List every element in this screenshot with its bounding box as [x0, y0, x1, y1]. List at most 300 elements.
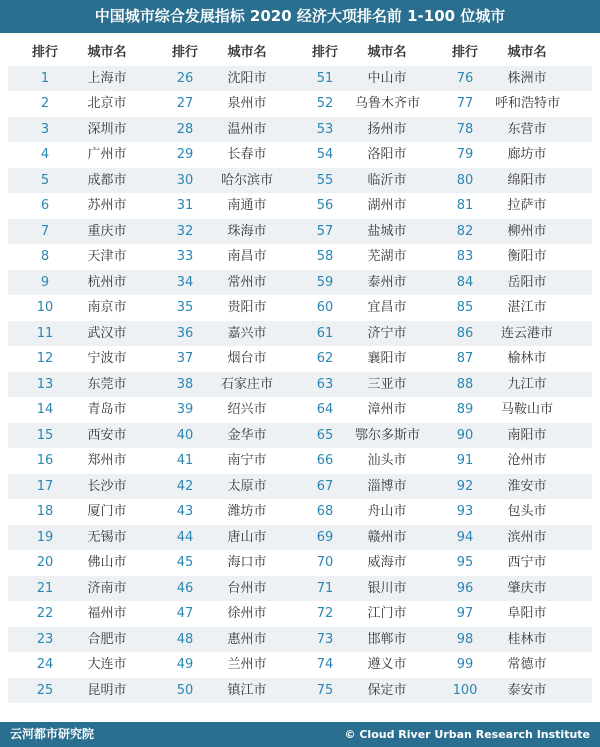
- ranking-entry: [155, 474, 295, 500]
- city-name: 厦门市: [87, 504, 127, 519]
- rank-number: 56: [316, 198, 334, 213]
- rank-number: 24: [36, 657, 54, 672]
- ranking-entry: [155, 321, 295, 347]
- city-name: 桂林市: [507, 631, 547, 647]
- ranking-entry: [435, 627, 575, 653]
- ranking-entry: [15, 652, 155, 678]
- city-name: 湖州市: [367, 198, 407, 213]
- table-row: [8, 91, 592, 117]
- footer: [0, 722, 600, 747]
- city-name: 嘉兴市: [227, 325, 267, 341]
- table-row: [8, 244, 592, 270]
- city-name: 衡阳市: [507, 249, 547, 264]
- ranking-entry: [295, 678, 435, 704]
- rank-number: 98: [456, 631, 474, 647]
- city-name: 临沂市: [367, 172, 407, 188]
- ranking-entry: [295, 295, 435, 321]
- ranking-entry: [295, 525, 435, 551]
- city-name: 九江市: [507, 376, 547, 392]
- table-row: [8, 576, 592, 602]
- city-name: 天津市: [87, 249, 127, 264]
- ranking-entry: [15, 270, 155, 296]
- rank-number: 78: [456, 121, 474, 137]
- ranking-entry: [295, 66, 435, 92]
- city-name: 鄂尔多斯市: [355, 427, 421, 443]
- ranking-entry: [155, 346, 295, 372]
- ranking-entry: [435, 270, 575, 296]
- city-name: 徐州市: [227, 606, 267, 621]
- rank-number: 3: [40, 121, 50, 137]
- ranking-entry: [435, 372, 575, 398]
- city-name: 昆明市: [87, 682, 127, 698]
- ranking-entry: [155, 66, 295, 92]
- ranking-entry: [155, 117, 295, 143]
- rank-number: 75: [316, 682, 334, 698]
- ranking-entry: [155, 193, 295, 219]
- rank-number: 45: [176, 555, 194, 570]
- rank-number: 41: [176, 453, 194, 468]
- header-group: [435, 40, 575, 66]
- city-name: 马鞍山市: [500, 402, 553, 417]
- ranking-entry: [155, 295, 295, 321]
- ranking-entry: [15, 193, 155, 219]
- ranking-entry: [435, 652, 575, 678]
- ranking-entry: [295, 652, 435, 678]
- city-name: 福州市: [87, 606, 127, 621]
- table-row: [8, 601, 592, 627]
- rank-number: 72: [316, 606, 334, 621]
- table-row: [8, 678, 592, 704]
- table-row: [8, 295, 592, 321]
- ranking-entry: [295, 550, 435, 576]
- ranking-entry: [15, 499, 155, 525]
- city-name: 唐山市: [227, 529, 267, 545]
- city-name: 宁波市: [87, 351, 127, 366]
- rank-number: 95: [456, 555, 474, 570]
- rank-number: 81: [456, 198, 474, 213]
- table-row: [8, 321, 592, 347]
- city-name: 银川市: [367, 580, 407, 596]
- city-name: 绵阳市: [507, 172, 547, 188]
- ranking-entry: [435, 295, 575, 321]
- table-row: [8, 142, 592, 168]
- rank-number: 92: [456, 478, 474, 494]
- city-name: 烟台市: [227, 351, 267, 366]
- table-row: [8, 372, 592, 398]
- rank-number: 76: [456, 70, 474, 86]
- city-name: 苏州市: [87, 198, 127, 213]
- rank-number: 61: [316, 325, 334, 341]
- rank-number: 91: [456, 453, 474, 468]
- city-name: 遵义市: [367, 657, 407, 672]
- city-name: 芜湖市: [367, 249, 407, 264]
- city-name: 长沙市: [87, 478, 127, 494]
- rank-number: 7: [40, 223, 50, 239]
- ranking-entry: [435, 91, 575, 117]
- rank-number: 44: [176, 529, 194, 545]
- rank-number: 34: [176, 274, 194, 290]
- rank-number: 68: [316, 504, 334, 519]
- city-name: 株洲市: [507, 70, 547, 86]
- ranking-entry: [295, 448, 435, 474]
- city-name: 邯郸市: [367, 631, 407, 647]
- ranking-entry: [295, 168, 435, 194]
- ranking-entry: [435, 397, 575, 423]
- ranking-entry: [15, 168, 155, 194]
- rank-number: 100: [452, 682, 478, 698]
- header-group: [15, 40, 155, 66]
- ranking-entry: [15, 219, 155, 245]
- table-row: [8, 397, 592, 423]
- city-name: 湛江市: [507, 300, 547, 315]
- rank-number: 27: [176, 96, 194, 111]
- city-name: 漳州市: [367, 402, 407, 417]
- rank-number: 71: [316, 580, 334, 596]
- ranking-entry: [435, 423, 575, 449]
- city-name: 拉萨市: [507, 198, 547, 213]
- table-row: [8, 550, 592, 576]
- ranking-entry: [295, 346, 435, 372]
- rank-number: 21: [36, 580, 54, 596]
- ranking-entry: [155, 652, 295, 678]
- ranking-entry: [15, 601, 155, 627]
- ranking-entry: [295, 576, 435, 602]
- header-city-label: 城市名: [87, 45, 127, 60]
- table-row: [8, 168, 592, 194]
- rank-number: 96: [456, 580, 474, 596]
- rank-number: 4: [40, 147, 50, 162]
- ranking-entry: [435, 117, 575, 143]
- ranking-entry: [15, 678, 155, 704]
- city-name: 大连市: [87, 657, 127, 672]
- page-title: 中国城市综合发展指标 2020 经济大项排名前 1-100 位城市: [0, 0, 600, 33]
- ranking-entry: [155, 142, 295, 168]
- ranking-entry: [435, 448, 575, 474]
- city-name: 佛山市: [87, 555, 127, 570]
- rank-number: 99: [456, 657, 474, 672]
- city-name: 金华市: [227, 427, 267, 443]
- header-group: [155, 40, 295, 66]
- rank-number: 40: [176, 427, 194, 443]
- ranking-entry: [295, 270, 435, 296]
- ranking-entry: [295, 244, 435, 270]
- city-name: 滨州市: [507, 529, 547, 545]
- city-name: 南昌市: [227, 249, 267, 264]
- rank-number: 47: [176, 606, 194, 621]
- city-name: 南宁市: [227, 453, 267, 468]
- city-name: 保定市: [367, 682, 407, 698]
- ranking-entry: [155, 270, 295, 296]
- rank-number: 62: [316, 351, 334, 366]
- rank-number: 94: [456, 529, 474, 545]
- ranking-entry: [435, 142, 575, 168]
- city-name: 南京市: [87, 300, 127, 315]
- rank-number: 25: [36, 682, 54, 698]
- ranking-entry: [435, 525, 575, 551]
- city-name: 泉州市: [227, 96, 267, 111]
- rank-number: 19: [36, 529, 54, 545]
- ranking-entry: [435, 244, 575, 270]
- city-name: 榆林市: [507, 351, 547, 366]
- city-name: 镇江市: [227, 682, 267, 698]
- ranking-entry: [155, 397, 295, 423]
- ranking-entry: [155, 525, 295, 551]
- city-name: 阜阳市: [507, 606, 547, 621]
- rank-number: 50: [176, 682, 194, 698]
- ranking-entry: [15, 372, 155, 398]
- ranking-entry: [435, 550, 575, 576]
- city-name: 赣州市: [367, 529, 407, 545]
- city-name: 哈尔滨市: [220, 172, 273, 188]
- table-row: [8, 525, 592, 551]
- city-name: 南通市: [227, 198, 267, 213]
- ranking-entry: [15, 66, 155, 92]
- city-name: 连云港市: [500, 325, 553, 341]
- header-city-label: 城市名: [367, 45, 407, 60]
- rank-number: 39: [176, 402, 194, 417]
- rank-number: 85: [456, 300, 474, 315]
- ranking-entry: [15, 397, 155, 423]
- ranking-entry: [155, 576, 295, 602]
- ranking-entry: [15, 142, 155, 168]
- city-name: 洛阳市: [367, 147, 407, 162]
- rank-number: 32: [176, 223, 194, 239]
- city-name: 泰州市: [367, 274, 407, 290]
- rank-number: 1: [40, 70, 50, 86]
- rank-number: 13: [36, 376, 54, 392]
- city-name: 江门市: [367, 606, 407, 621]
- city-name: 长春市: [227, 147, 267, 162]
- rank-number: 42: [176, 478, 194, 494]
- table-row: [8, 117, 592, 143]
- header-rank-label: 排行: [31, 45, 58, 60]
- rank-number: 88: [456, 376, 474, 392]
- table-row: [8, 499, 592, 525]
- rank-number: 57: [316, 223, 334, 239]
- ranking-entry: [15, 550, 155, 576]
- city-name: 重庆市: [87, 223, 127, 239]
- rank-number: 11: [36, 325, 54, 341]
- rank-number: 55: [316, 172, 334, 188]
- rank-number: 15: [36, 427, 54, 443]
- footer-org-name: 云河都市研究院: [10, 727, 95, 741]
- rank-number: 6: [40, 198, 50, 213]
- ranking-entry: [15, 295, 155, 321]
- city-name: 汕头市: [367, 453, 407, 468]
- ranking-entry: [435, 499, 575, 525]
- table-row: [8, 448, 592, 474]
- table-row: [8, 346, 592, 372]
- ranking-entry: [295, 193, 435, 219]
- rank-number: 46: [176, 580, 194, 596]
- city-name: 太原市: [227, 478, 267, 494]
- city-name: 兰州市: [227, 657, 267, 672]
- city-name: 扬州市: [367, 121, 407, 137]
- city-name: 济南市: [87, 580, 127, 596]
- table-row: [8, 423, 592, 449]
- city-name: 沈阳市: [227, 70, 267, 86]
- rank-number: 31: [176, 198, 194, 213]
- city-name: 包头市: [507, 504, 547, 519]
- city-name: 广州市: [87, 147, 127, 162]
- city-name: 济宁市: [367, 325, 407, 341]
- ranking-entry: [295, 372, 435, 398]
- ranking-entry: [435, 601, 575, 627]
- rank-number: 33: [176, 249, 194, 264]
- rank-number: 8: [40, 249, 50, 264]
- city-name: 武汉市: [87, 325, 127, 341]
- ranking-entry: [155, 627, 295, 653]
- rank-number: 26: [176, 70, 194, 86]
- ranking-entry: [155, 91, 295, 117]
- city-name: 西安市: [87, 427, 127, 443]
- header-city-label: 城市名: [507, 45, 547, 60]
- ranking-entry: [15, 91, 155, 117]
- rank-number: 16: [36, 453, 54, 468]
- ranking-entry: [435, 346, 575, 372]
- city-name: 北京市: [87, 96, 127, 111]
- city-name: 三亚市: [367, 376, 407, 392]
- ranking-entry: [295, 499, 435, 525]
- city-name: 襄阳市: [367, 351, 407, 366]
- city-name: 合肥市: [87, 631, 127, 647]
- city-name: 惠州市: [227, 631, 267, 647]
- city-name: 岳阳市: [507, 274, 547, 290]
- city-name: 无锡市: [87, 529, 127, 545]
- ranking-entry: [435, 193, 575, 219]
- city-name: 海口市: [227, 555, 267, 570]
- city-name: 青岛市: [87, 402, 127, 417]
- rank-number: 49: [176, 657, 194, 672]
- city-name: 呼和浩特市: [495, 96, 561, 111]
- city-name: 肇庆市: [507, 580, 547, 596]
- rank-number: 87: [456, 351, 474, 366]
- ranking-entry: [435, 66, 575, 92]
- rank-number: 97: [456, 606, 474, 621]
- rank-number: 29: [176, 147, 194, 162]
- rank-number: 38: [176, 376, 194, 392]
- ranking-entry: [15, 576, 155, 602]
- ranking-entry: [435, 219, 575, 245]
- rank-number: 10: [36, 300, 54, 315]
- header-city-label: 城市名: [227, 45, 267, 60]
- ranking-entry: [15, 423, 155, 449]
- ranking-entry: [155, 678, 295, 704]
- ranking-entry: [435, 474, 575, 500]
- ranking-entry: [155, 423, 295, 449]
- rank-number: 90: [456, 427, 474, 443]
- city-name: 柳州市: [507, 223, 547, 239]
- rank-number: 43: [176, 504, 194, 519]
- city-name: 常德市: [507, 657, 547, 672]
- rank-number: 77: [456, 96, 474, 111]
- ranking-entry: [295, 423, 435, 449]
- table-row: [8, 652, 592, 678]
- ranking-entry: [155, 168, 295, 194]
- ranking-entry: [295, 117, 435, 143]
- ranking-entry: [15, 244, 155, 270]
- city-name: 石家庄市: [220, 376, 273, 392]
- ranking-entry: [155, 601, 295, 627]
- ranking-entry: [155, 219, 295, 245]
- city-name: 盐城市: [367, 223, 407, 239]
- city-name: 淄博市: [367, 478, 407, 494]
- ranking-entry: [295, 397, 435, 423]
- rank-number: 18: [36, 504, 54, 519]
- rank-number: 30: [176, 172, 194, 188]
- ranking-entry: [435, 168, 575, 194]
- ranking-entry: [295, 91, 435, 117]
- city-name: 潍坊市: [227, 504, 267, 519]
- city-name: 东营市: [507, 121, 547, 137]
- ranking-entry: [15, 321, 155, 347]
- city-name: 西宁市: [507, 555, 547, 570]
- rank-number: 79: [456, 147, 474, 162]
- rank-number: 23: [36, 631, 54, 647]
- rank-number: 22: [36, 606, 54, 621]
- rank-number: 12: [36, 351, 54, 366]
- city-name: 宜昌市: [367, 300, 407, 315]
- rank-number: 64: [316, 402, 334, 417]
- city-name: 泰安市: [507, 682, 547, 698]
- ranking-entry: [15, 627, 155, 653]
- rank-number: 66: [316, 453, 334, 468]
- rank-number: 36: [176, 325, 194, 341]
- ranking-entry: [15, 474, 155, 500]
- ranking-entry: [15, 525, 155, 551]
- header-rank-label: 排行: [451, 45, 478, 60]
- rank-number: 53: [316, 121, 334, 137]
- rank-number: 70: [316, 555, 334, 570]
- ranking-entry: [295, 321, 435, 347]
- ranking-entry: [155, 550, 295, 576]
- ranking-entry: [15, 117, 155, 143]
- rank-number: 58: [316, 249, 334, 264]
- city-name: 郑州市: [87, 453, 127, 468]
- rank-number: 48: [176, 631, 194, 647]
- city-name: 温州市: [227, 121, 267, 137]
- city-name: 成都市: [87, 172, 127, 188]
- city-name: 威海市: [367, 555, 407, 570]
- ranking-entry: [155, 244, 295, 270]
- rank-number: 65: [316, 427, 334, 443]
- ranking-entry: [155, 448, 295, 474]
- city-name: 深圳市: [87, 121, 127, 137]
- ranking-entry: [15, 346, 155, 372]
- rank-number: 84: [456, 274, 474, 290]
- ranking-entry: [435, 678, 575, 704]
- rank-number: 59: [316, 274, 334, 290]
- rank-number: 51: [316, 70, 334, 86]
- ranking-entry: [295, 219, 435, 245]
- table-header-row: [8, 40, 592, 66]
- footer-copyright: © Cloud River Urban Research Institute: [344, 728, 590, 741]
- table-row: [8, 474, 592, 500]
- city-name: 上海市: [87, 70, 127, 86]
- city-name: 常州市: [227, 274, 267, 290]
- header-rank-label: 排行: [311, 45, 338, 60]
- ranking-table: [0, 40, 600, 703]
- ranking-entry: [295, 601, 435, 627]
- rank-number: 74: [316, 657, 334, 672]
- city-name: 珠海市: [227, 223, 267, 239]
- rank-number: 89: [456, 402, 474, 417]
- ranking-entry: [155, 372, 295, 398]
- ranking-entry: [295, 474, 435, 500]
- rank-number: 80: [456, 172, 474, 188]
- city-name: 淮安市: [507, 478, 547, 494]
- rank-number: 83: [456, 249, 474, 264]
